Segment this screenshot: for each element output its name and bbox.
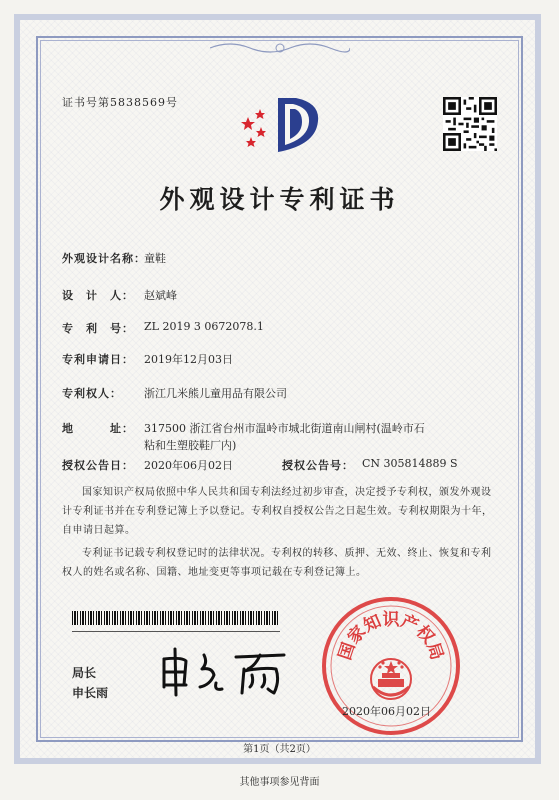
- footer-note: 其他事项参见背面: [239, 777, 320, 788]
- design-name-value: 童鞋: [144, 252, 166, 265]
- certificate-title: 外观设计专利证书: [159, 185, 400, 214]
- page-number: 第1页（共2页）: [243, 744, 316, 755]
- barcode-underline: [72, 631, 280, 632]
- address-line-2: 粘和生塑胶鞋厂内): [144, 439, 237, 452]
- handwritten-signature-icon: [156, 645, 296, 697]
- designer-value: 赵斌峰: [144, 289, 177, 302]
- certificate-number: 证书号第5838569号: [62, 96, 178, 109]
- patentee-value: 浙江几米熊儿童用品有限公司: [144, 387, 287, 400]
- patentee-label: 专利权人：: [62, 387, 122, 400]
- address-label: 地 址：: [62, 422, 134, 435]
- address-line-1: 317500 浙江省台州市温岭市城北街道南山闸村(温岭市石: [144, 422, 425, 435]
- director-name: 申长雨: [72, 686, 109, 700]
- design-name-label: 外观设计名称：: [62, 252, 146, 265]
- filing-date-label: 专利申请日：: [62, 353, 134, 366]
- cnipa-logo-icon: [238, 95, 326, 157]
- qr-code-icon: [443, 97, 497, 151]
- director-title: 局长: [72, 666, 97, 680]
- grant-number-label: 授权公告号：: [282, 459, 354, 472]
- seal-date: 2020年06月02日: [342, 705, 431, 718]
- grant-number-value: CN 305814889 S: [362, 457, 458, 470]
- grant-date-value: 2020年06月02日: [144, 459, 233, 472]
- patent-number-value: ZL 2019 3 0672078.1: [144, 320, 264, 333]
- filing-date-value: 2019年12月03日: [144, 353, 233, 366]
- designer-label: 设 计 人：: [62, 289, 134, 302]
- barcode-icon: [72, 611, 280, 625]
- grant-date-label: 授权公告日：: [62, 459, 134, 472]
- patent-number-label: 专 利 号：: [62, 322, 134, 335]
- national-emblem-icon: [371, 659, 411, 699]
- legal-status-paragraph: 专利证书记载专利权登记时的法律状况。专利权的转移、质押、无效、终止、恢复和专利权人的姓名或名称、国籍、地址变更等事项记载在专利登记簿上。: [62, 548, 492, 578]
- top-ornament-icon: [210, 40, 350, 56]
- svg-text:国家知识产权局: 国家知识产权局: [335, 609, 447, 663]
- grant-statement-paragraph: 国家知识产权局依照中华人民共和国专利法经过初步审查，决定授予专利权，颁发外观设计专利证书并在专利登记簿上予以登记。专利权自授权公告之日起生效。专利权期限为十年，自申请日起算。: [62, 487, 493, 536]
